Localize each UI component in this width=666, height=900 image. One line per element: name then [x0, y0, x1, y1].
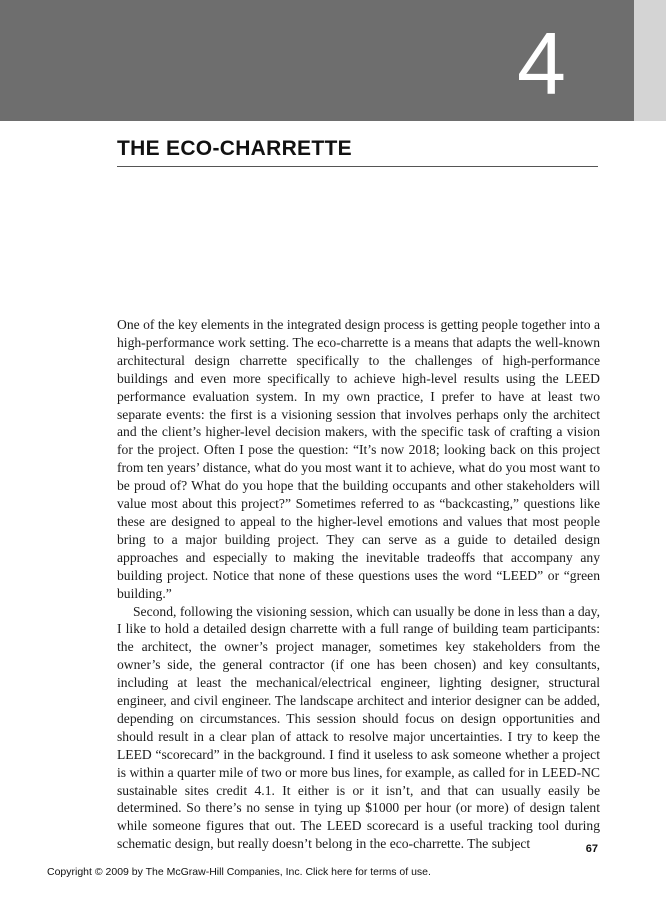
- page-number: 67: [585, 843, 598, 855]
- paragraph: Second, following the visioning session, which can usually be done in less than a day, I like to hold a detailed design charrette with a full range of building team participants: the architect, the owner’s project manager, sometimes key stakeholders from the owner’s side, the general contractor (if one has been chosen) and key consultants, including at least the mechanical/electrical engineer, lighting designer, structural engineer, and civil engineer. The landscape architect and interior designer can be added, depending on circumstances. This session should focus on design opportunities and should result in a clear plan of attack to resolve major uncertainties. I try to keep the LEED “scorecard” in the background. I find it useless to ask someone whether a project is within a quarter mile of two or more bus lines, for example, as called for in LEED-NC sustainable sites credit 4.1. It either is or it isn’t, and that can usually easily be determined. So there’s no sense in tying up $1000 per hour (or more) of design talent while someone figures that out. The LEED scorecard is a useful tracking tool during schematic design, but really doesn’t belong in the eco-charrette. The subject: [117, 603, 600, 852]
- title-rule: [117, 166, 598, 167]
- chapter-title: THE ECO-CHARRETTE: [117, 137, 352, 160]
- paragraph: One of the key elements in the integrated design process is getting people together into a high-performance work setting. The eco-charrette is a means that adapts the well-known architectural design charrette specifically to the challenges of high-performance buildings and even more specifically to achieve high-level results using the LEED performance evaluation system. In my own practice, I prefer to have at least two separate events: the first is a visioning session that involves perhaps only the architect and the client’s higher-level decision makers, with the specific task of crafting a vision for the project. Often I pose the question: “It’s now 2018; looking back on this project from ten years’ distance, what do you most want it to achieve, what do you most want to be proud of? What do you hope that the building occupants and other stakeholders will value most about this project?” Sometimes referred to as “backcasting,” questions like these are designed to appeal to the higher-level emotions and values that most people bring to a major building project. They can serve as a guide to detailed design approaches and especially to making the inevitable tradeoffs that accompany any building project. Notice that none of these questions uses the word “LEED” or “green building.”: [117, 317, 600, 601]
- chapter-header-side-tab: [634, 0, 666, 121]
- copyright-link[interactable]: Copyright © 2009 by The McGraw-Hill Companies, Inc. Click here for terms of use.: [47, 866, 431, 878]
- chapter-number: 4: [517, 14, 566, 113]
- chapter-header-band: [0, 0, 634, 121]
- body-text: [117, 316, 600, 853]
